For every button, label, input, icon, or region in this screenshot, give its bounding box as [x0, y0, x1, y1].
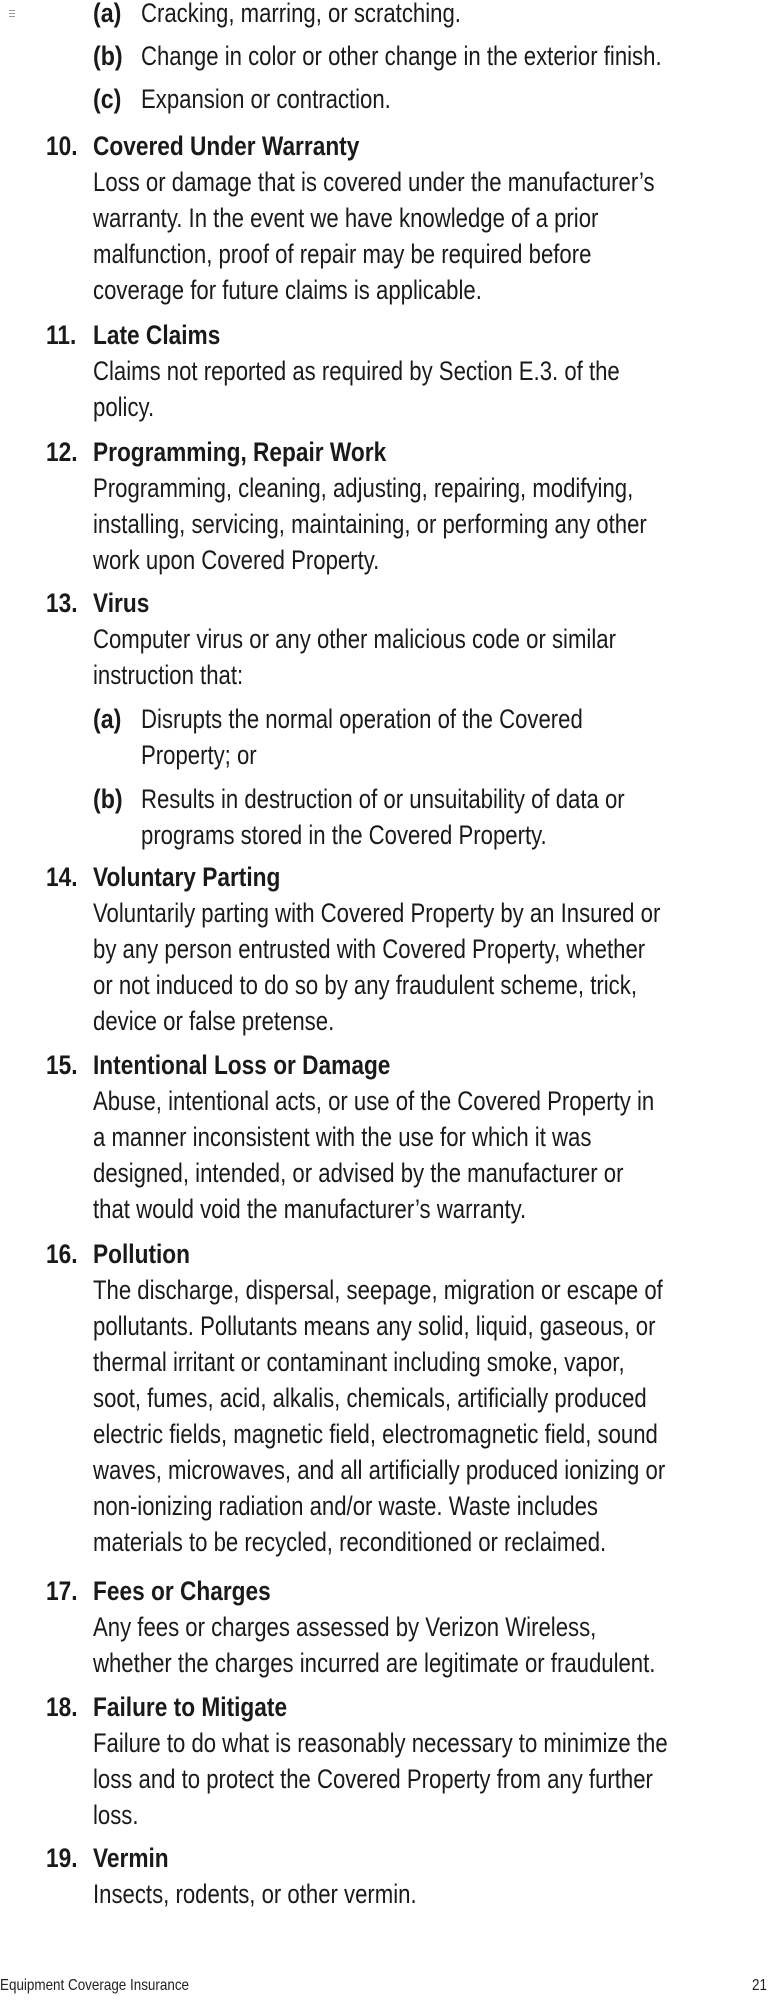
section-text-line: Programming, cleaning, adjusting, repairing, modifying,: [93, 473, 634, 503]
section-text-line: designed, intended, or advised by the manufacturer or: [93, 1158, 624, 1188]
section-text-line: instruction that:: [93, 660, 244, 690]
section-heading: Voluntary Parting: [93, 862, 281, 892]
section-text-line: device or false pretense.: [93, 1006, 335, 1036]
section-text-line: soot, fumes, acid, alkalis, chemicals, artificially produced: [93, 1383, 647, 1413]
section-heading: Intentional Loss or Damage: [93, 1050, 391, 1080]
footer-title: Equipment Coverage Insurance: [0, 1977, 190, 1994]
section-text-line: electric fields, magnetic field, electromagnetic field, sound: [93, 1419, 658, 1449]
section-heading: Pollution: [93, 1239, 191, 1269]
section-text-line: that would void the manufacturer’s warranty.: [93, 1194, 527, 1224]
sub-item-text: programs stored in the Covered Property.: [141, 820, 547, 850]
section-text-line: coverage for future claims is applicable.: [93, 275, 482, 305]
section-text-line: policy.: [93, 392, 155, 422]
section-text-line: Loss or damage that is covered under the manufacturer’s: [93, 167, 655, 197]
corner-mark-icon: [9, 10, 15, 17]
section-text-line: Voluntarily parting with Covered Property by an Insured or: [93, 898, 661, 928]
section-text-line: Any fees or charges assessed by Verizon Wireless,: [93, 1612, 597, 1642]
sub-item-label: (b): [93, 41, 123, 71]
section-text-line: non-ionizing radiation and/or waste. Waste includes: [93, 1491, 599, 1521]
section-heading: Vermin: [93, 1843, 169, 1873]
section-heading: Fees or Charges: [93, 1576, 271, 1606]
sub-item-label: (c): [93, 84, 122, 114]
section-number: 12.: [46, 437, 78, 467]
section-text-line: loss.: [93, 1800, 139, 1830]
section-text-line: Abuse, intentional acts, or use of the Covered Property in: [93, 1086, 655, 1116]
section-text-line: pollutants. Pollutants means any solid, liquid, gaseous, or: [93, 1311, 656, 1341]
sub-item-text: Property; or: [141, 740, 257, 770]
section-text-line: a manner inconsistent with the use for which it was: [93, 1122, 592, 1152]
sub-item-label: (a): [93, 0, 122, 28]
section-text-line: Claims not reported as required by Section E.3. of the: [93, 356, 620, 386]
section-heading: Late Claims: [93, 320, 221, 350]
section-text-line: loss and to protect the Covered Property from any further: [93, 1764, 653, 1794]
sub-item-text: Cracking, marring, or scratching.: [141, 0, 461, 28]
section-number: 14.: [46, 862, 78, 892]
section-number: 13.: [46, 588, 78, 618]
section-number: 11.: [46, 320, 77, 350]
section-number: 17.: [46, 1576, 78, 1606]
sub-item-text: Results in destruction of or unsuitability of data or: [141, 784, 625, 814]
section-text-line: work upon Covered Property.: [93, 545, 380, 575]
section-text-line: malfunction, proof of repair may be required before: [93, 239, 592, 269]
section-text-line: Computer virus or any other malicious code or similar: [93, 624, 616, 654]
sub-item-label: (a): [93, 704, 122, 734]
sub-item-text: Change in color or other change in the exterior finish.: [141, 41, 662, 71]
section-text-line: Insects, rodents, or other vermin.: [93, 1879, 417, 1909]
page-number: 21: [752, 1977, 767, 1994]
section-heading: Covered Under Warranty: [93, 131, 360, 161]
sub-item-text: Expansion or contraction.: [141, 84, 391, 114]
section-text-line: by any person entrusted with Covered Property, whether: [93, 934, 646, 964]
section-text-line: Failure to do what is reasonably necessary to minimize the: [93, 1728, 668, 1758]
section-text-line: The discharge, dispersal, seepage, migration or escape of: [93, 1275, 663, 1305]
sub-item-label: (b): [93, 784, 123, 814]
section-number: 10.: [46, 131, 78, 161]
section-text-line: installing, servicing, maintaining, or performing any other: [93, 509, 647, 539]
section-text-line: whether the charges incurred are legitimate or fraudulent.: [93, 1648, 656, 1678]
sub-item-text: Disrupts the normal operation of the Covered: [141, 704, 583, 734]
section-heading: Virus: [93, 588, 150, 618]
section-heading: Programming, Repair Work: [93, 437, 387, 467]
section-text-line: thermal irritant or contaminant including smoke, vapor,: [93, 1347, 625, 1377]
section-text-line: warranty. In the event we have knowledge of a prior: [93, 203, 599, 233]
section-number: 15.: [46, 1050, 78, 1080]
section-number: 18.: [46, 1692, 78, 1722]
section-text-line: waves, microwaves, and all artificially produced ionizing or: [93, 1455, 666, 1485]
section-heading: Failure to Mitigate: [93, 1692, 288, 1722]
section-number: 16.: [46, 1239, 78, 1269]
section-text-line: materials to be recycled, reconditioned or reclaimed.: [93, 1527, 607, 1557]
section-number: 19.: [46, 1843, 78, 1873]
section-text-line: or not induced to do so by any fraudulent scheme, trick,: [93, 970, 637, 1000]
